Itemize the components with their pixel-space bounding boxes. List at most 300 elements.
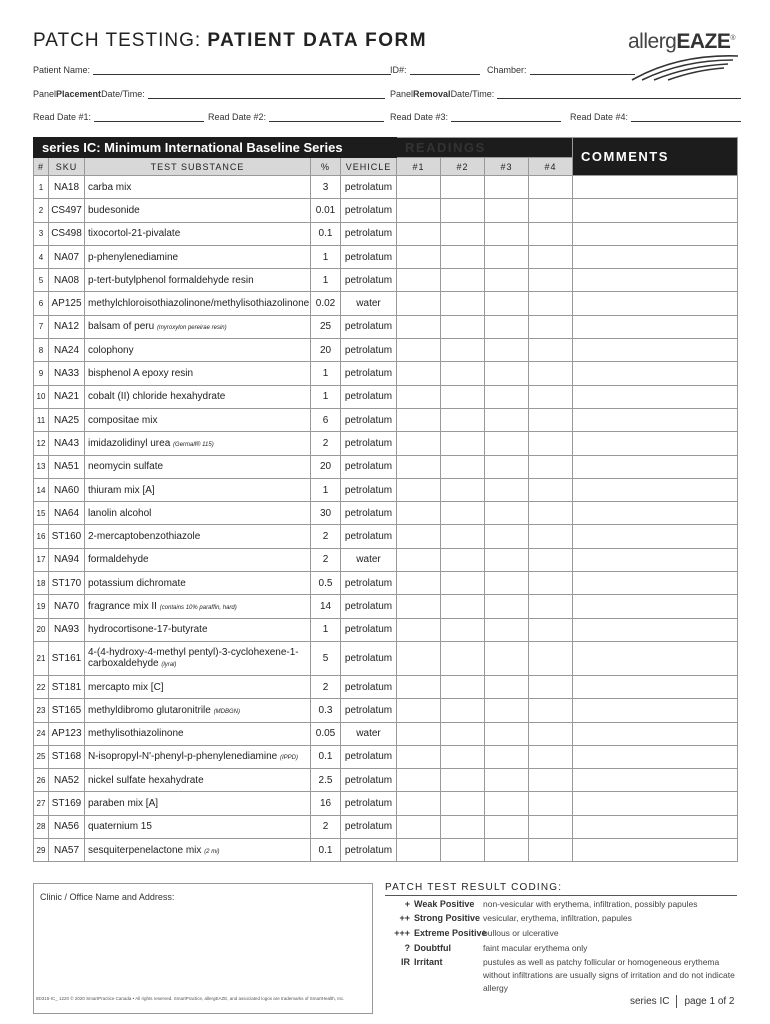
row-number: 12 bbox=[34, 432, 49, 455]
substance-name: colophony bbox=[88, 344, 134, 356]
comments-cell[interactable] bbox=[573, 292, 738, 315]
comments-cell[interactable] bbox=[573, 455, 738, 478]
comments-cell[interactable] bbox=[573, 745, 738, 768]
substance-cell bbox=[85, 408, 311, 431]
reading-2-cell[interactable] bbox=[441, 455, 485, 478]
vehicle-cell: petrolatum bbox=[341, 245, 397, 268]
col-reading-1-header: #1 bbox=[397, 158, 441, 176]
reading-2-cell[interactable] bbox=[441, 292, 485, 315]
reading-1-cell[interactable] bbox=[397, 792, 441, 815]
substance-name: sesquiterpenelactone mix bbox=[88, 844, 202, 856]
reading-4-cell[interactable] bbox=[529, 502, 573, 525]
reading-3-cell[interactable] bbox=[485, 199, 529, 222]
substance-name: p-phenylenediamine bbox=[88, 251, 179, 263]
sku-cell: NA51 bbox=[49, 455, 85, 478]
comments-cell[interactable] bbox=[573, 245, 738, 268]
row-number: 14 bbox=[34, 478, 49, 501]
coding-symbol: + bbox=[404, 899, 410, 909]
reading-1-cell[interactable] bbox=[397, 815, 441, 838]
substance-name: methyldibromo glutaronitrile bbox=[88, 704, 211, 716]
substance-cell bbox=[85, 839, 311, 862]
sku-cell: NA24 bbox=[49, 339, 85, 362]
comments-cell[interactable] bbox=[573, 525, 738, 548]
vehicle-cell: petrolatum bbox=[341, 525, 397, 548]
reading-3-cell[interactable] bbox=[485, 408, 529, 431]
allergen-rows bbox=[34, 176, 738, 862]
reading-2-cell[interactable] bbox=[441, 408, 485, 431]
substance-name: formaldehyde bbox=[88, 554, 149, 566]
table-row bbox=[34, 269, 738, 292]
reading-3-cell[interactable] bbox=[485, 769, 529, 792]
reading-3-cell[interactable] bbox=[485, 525, 529, 548]
vehicle-cell: petrolatum bbox=[341, 675, 397, 698]
placement-line[interactable] bbox=[148, 89, 385, 99]
percent-cell: 20 bbox=[311, 339, 341, 362]
table-row bbox=[34, 455, 738, 478]
coding-name: Doubtful bbox=[414, 943, 451, 953]
reading-4-cell[interactable] bbox=[529, 572, 573, 595]
readings-header: READINGS bbox=[397, 138, 573, 158]
reading-3-cell[interactable] bbox=[485, 292, 529, 315]
reading-1-cell[interactable] bbox=[397, 525, 441, 548]
vehicle-cell: petrolatum bbox=[341, 315, 397, 338]
reading-4-cell[interactable] bbox=[529, 722, 573, 745]
reading-4-cell[interactable] bbox=[529, 641, 573, 675]
reading-4-cell[interactable] bbox=[529, 245, 573, 268]
read-date-3-line[interactable] bbox=[451, 112, 561, 122]
comments-cell[interactable] bbox=[573, 502, 738, 525]
read-date-2-line[interactable] bbox=[269, 112, 384, 122]
percent-cell: 30 bbox=[311, 502, 341, 525]
reading-4-cell[interactable] bbox=[529, 815, 573, 838]
comments-header: COMMENTS bbox=[573, 138, 738, 176]
reading-1-cell[interactable] bbox=[397, 769, 441, 792]
substance-name: p-tert-butylphenol formaldehyde resin bbox=[88, 274, 254, 286]
reading-1-cell[interactable] bbox=[397, 176, 441, 199]
reading-3-cell[interactable] bbox=[485, 339, 529, 362]
read-date-1-line[interactable] bbox=[94, 112, 204, 122]
reading-2-cell[interactable] bbox=[441, 339, 485, 362]
substance-name: hydrocortisone-17-butyrate bbox=[88, 624, 208, 636]
reading-4-cell[interactable] bbox=[529, 339, 573, 362]
substance-name: quaternium 15 bbox=[88, 821, 152, 833]
row-number: 4 bbox=[34, 245, 49, 268]
reading-3-cell[interactable] bbox=[485, 641, 529, 675]
comments-cell[interactable] bbox=[573, 641, 738, 675]
reading-2-cell[interactable] bbox=[441, 385, 485, 408]
percent-cell: 1 bbox=[311, 478, 341, 501]
substance-cell bbox=[85, 548, 311, 571]
vehicle-cell: petrolatum bbox=[341, 455, 397, 478]
reading-3-cell[interactable] bbox=[485, 315, 529, 338]
vehicle-cell: water bbox=[341, 548, 397, 571]
substance-name: paraben mix [A] bbox=[88, 798, 159, 810]
percent-cell: 1 bbox=[311, 245, 341, 268]
substance-note: (lyral) bbox=[161, 662, 177, 669]
vehicle-cell: petrolatum bbox=[341, 199, 397, 222]
reading-1-cell[interactable] bbox=[397, 269, 441, 292]
placement-field[interactable] bbox=[33, 89, 385, 99]
removal-field[interactable] bbox=[390, 89, 741, 99]
reading-4-cell[interactable] bbox=[529, 618, 573, 641]
sku-cell: NA56 bbox=[49, 815, 85, 838]
table-row bbox=[34, 525, 738, 548]
substance-name: methylisothiazolinone bbox=[88, 728, 184, 740]
substance-cell bbox=[85, 199, 311, 222]
id-line[interactable] bbox=[410, 65, 480, 75]
comments-cell[interactable] bbox=[573, 548, 738, 571]
vehicle-cell: water bbox=[341, 722, 397, 745]
comments-cell[interactable] bbox=[573, 222, 738, 245]
substance-name: tixocortol-21-pivalate bbox=[88, 228, 181, 240]
reading-4-cell[interactable] bbox=[529, 548, 573, 571]
reading-3-cell[interactable] bbox=[485, 792, 529, 815]
vehicle-cell: water bbox=[341, 292, 397, 315]
read-date-3-label: Read Date #3: bbox=[390, 112, 449, 122]
substance-cell bbox=[85, 502, 311, 525]
reading-4-cell[interactable] bbox=[529, 176, 573, 199]
row-number: 5 bbox=[34, 269, 49, 292]
comments-cell[interactable] bbox=[573, 792, 738, 815]
reading-3-cell[interactable] bbox=[485, 455, 529, 478]
comments-cell[interactable] bbox=[573, 769, 738, 792]
vehicle-cell: petrolatum bbox=[341, 502, 397, 525]
reading-4-cell[interactable] bbox=[529, 478, 573, 501]
sku-cell: AP123 bbox=[49, 722, 85, 745]
sku-cell: ST168 bbox=[49, 745, 85, 768]
comments-cell[interactable] bbox=[573, 176, 738, 199]
vehicle-cell: petrolatum bbox=[341, 595, 397, 618]
reading-1-cell[interactable] bbox=[397, 245, 441, 268]
comments-cell[interactable] bbox=[573, 315, 738, 338]
row-number: 21 bbox=[34, 641, 49, 675]
substance-note: (Germall® 115) bbox=[173, 441, 214, 448]
reading-4-cell[interactable] bbox=[529, 675, 573, 698]
table-row bbox=[34, 769, 738, 792]
reading-3-cell[interactable] bbox=[485, 362, 529, 385]
reading-2-cell[interactable] bbox=[441, 839, 485, 862]
vehicle-cell: petrolatum bbox=[341, 362, 397, 385]
patient-name-field[interactable] bbox=[33, 65, 391, 75]
coding-name: Extreme Positive bbox=[414, 928, 487, 938]
substance-cell bbox=[85, 362, 311, 385]
row-number: 24 bbox=[34, 722, 49, 745]
reading-2-cell[interactable] bbox=[441, 315, 485, 338]
substance-note: (MDBGN) bbox=[213, 708, 240, 715]
reading-3-cell[interactable] bbox=[485, 176, 529, 199]
row-number: 22 bbox=[34, 675, 49, 698]
reading-1-cell[interactable] bbox=[397, 595, 441, 618]
reading-4-cell[interactable] bbox=[529, 745, 573, 768]
reading-2-cell[interactable] bbox=[441, 432, 485, 455]
reading-3-cell[interactable] bbox=[485, 839, 529, 862]
substance-note: (myroxylon pereirae resin) bbox=[156, 325, 227, 332]
read-date-2-field[interactable] bbox=[208, 112, 384, 122]
vehicle-cell: petrolatum bbox=[341, 222, 397, 245]
substance-name: methylchloroisothiazolinone/methylisothiazolinone bbox=[88, 298, 310, 310]
reading-1-cell[interactable] bbox=[397, 502, 441, 525]
vehicle-cell: petrolatum bbox=[341, 572, 397, 595]
reading-1-cell[interactable] bbox=[397, 362, 441, 385]
reading-1-cell[interactable] bbox=[397, 839, 441, 862]
reading-2-cell[interactable] bbox=[441, 572, 485, 595]
substance-name: potassium dichromate bbox=[88, 577, 186, 589]
patient-name-line[interactable] bbox=[93, 65, 391, 75]
title-bold: PATIENT DATA FORM bbox=[207, 30, 428, 51]
reading-2-cell[interactable] bbox=[441, 769, 485, 792]
vehicle-cell: petrolatum bbox=[341, 745, 397, 768]
comments-cell[interactable] bbox=[573, 432, 738, 455]
reading-4-cell[interactable] bbox=[529, 269, 573, 292]
reading-3-cell[interactable] bbox=[485, 675, 529, 698]
reading-4-cell[interactable] bbox=[529, 839, 573, 862]
reading-3-cell[interactable] bbox=[485, 699, 529, 722]
comments-cell[interactable] bbox=[573, 839, 738, 862]
table-row bbox=[34, 362, 738, 385]
reading-1-cell[interactable] bbox=[397, 641, 441, 675]
reading-4-cell[interactable] bbox=[529, 595, 573, 618]
comments-cell[interactable] bbox=[573, 722, 738, 745]
comments-cell[interactable] bbox=[573, 699, 738, 722]
clinic-label: Clinic / Office Name and Address: bbox=[40, 892, 175, 902]
reading-3-cell[interactable] bbox=[485, 432, 529, 455]
table-row bbox=[34, 675, 738, 698]
reading-1-cell[interactable] bbox=[397, 408, 441, 431]
reading-3-cell[interactable] bbox=[485, 548, 529, 571]
table-row bbox=[34, 815, 738, 838]
comments-cell[interactable] bbox=[573, 385, 738, 408]
read-date-1-field[interactable] bbox=[33, 112, 204, 122]
copyright-footnote: 8D315-IC_ 1220 © 2020 SmartPractice Canada • All rights reserved. SmartPractice, allergEAZE, and associated logos are trademarks of SmartHealth, Inc. bbox=[36, 996, 345, 1001]
reading-1-cell[interactable] bbox=[397, 478, 441, 501]
chamber-field[interactable] bbox=[487, 65, 635, 75]
row-number: 3 bbox=[34, 222, 49, 245]
table-row bbox=[34, 432, 738, 455]
comments-cell[interactable] bbox=[573, 815, 738, 838]
reading-4-cell[interactable] bbox=[529, 222, 573, 245]
vehicle-cell: petrolatum bbox=[341, 699, 397, 722]
table-row bbox=[34, 572, 738, 595]
reading-4-cell[interactable] bbox=[529, 315, 573, 338]
percent-cell: 3 bbox=[311, 176, 341, 199]
reading-4-cell[interactable] bbox=[529, 455, 573, 478]
reading-3-cell[interactable] bbox=[485, 222, 529, 245]
reading-2-cell[interactable] bbox=[441, 722, 485, 745]
reading-4-cell[interactable] bbox=[529, 362, 573, 385]
chamber-line[interactable] bbox=[530, 65, 635, 75]
row-number: 9 bbox=[34, 362, 49, 385]
clinic-address-box[interactable] bbox=[33, 883, 373, 1014]
sku-cell: NA93 bbox=[49, 618, 85, 641]
reading-2-cell[interactable] bbox=[441, 525, 485, 548]
reading-2-cell[interactable] bbox=[441, 478, 485, 501]
reading-1-cell[interactable] bbox=[397, 745, 441, 768]
substance-cell bbox=[85, 478, 311, 501]
reading-1-cell[interactable] bbox=[397, 618, 441, 641]
reading-4-cell[interactable] bbox=[529, 699, 573, 722]
chamber-label: Chamber: bbox=[487, 65, 527, 75]
reading-2-cell[interactable] bbox=[441, 362, 485, 385]
comments-cell[interactable] bbox=[573, 675, 738, 698]
removal-line[interactable] bbox=[497, 89, 741, 99]
reading-3-cell[interactable] bbox=[485, 502, 529, 525]
row-number: 19 bbox=[34, 595, 49, 618]
reading-1-cell[interactable] bbox=[397, 675, 441, 698]
table-row bbox=[34, 339, 738, 362]
vehicle-cell: petrolatum bbox=[341, 269, 397, 292]
sku-cell: NA57 bbox=[49, 839, 85, 862]
sku-cell: NA25 bbox=[49, 408, 85, 431]
reading-3-cell[interactable] bbox=[485, 385, 529, 408]
reading-1-cell[interactable] bbox=[397, 315, 441, 338]
comments-cell[interactable] bbox=[573, 269, 738, 292]
substance-name: nickel sulfate hexahydrate bbox=[88, 774, 204, 786]
removal-label: Removal bbox=[413, 89, 451, 99]
substance-cell bbox=[85, 699, 311, 722]
percent-cell: 20 bbox=[311, 455, 341, 478]
table-row bbox=[34, 618, 738, 641]
sku-cell: NA07 bbox=[49, 245, 85, 268]
reading-2-cell[interactable] bbox=[441, 502, 485, 525]
reading-1-cell[interactable] bbox=[397, 572, 441, 595]
row-number: 2 bbox=[34, 199, 49, 222]
substance-name: mercapto mix [C] bbox=[88, 681, 164, 693]
reading-1-cell[interactable] bbox=[397, 199, 441, 222]
substance-name: thiuram mix [A] bbox=[88, 484, 155, 496]
reading-1-cell[interactable] bbox=[397, 455, 441, 478]
table-row bbox=[34, 292, 738, 315]
reading-1-cell[interactable] bbox=[397, 339, 441, 362]
sku-cell: NA60 bbox=[49, 478, 85, 501]
logo-mark: ® bbox=[730, 35, 736, 42]
reading-3-cell[interactable] bbox=[485, 269, 529, 292]
comments-cell[interactable] bbox=[573, 362, 738, 385]
comments-cell[interactable] bbox=[573, 199, 738, 222]
substance-name: carba mix bbox=[88, 181, 132, 193]
coding-symbol: ++ bbox=[399, 913, 410, 923]
reading-3-cell[interactable] bbox=[485, 722, 529, 745]
substance-cell bbox=[85, 792, 311, 815]
table-row bbox=[34, 478, 738, 501]
reading-3-cell[interactable] bbox=[485, 815, 529, 838]
table-row bbox=[34, 385, 738, 408]
coding-symbol: IR bbox=[401, 957, 410, 967]
sku-cell: NA18 bbox=[49, 176, 85, 199]
substance-cell bbox=[85, 432, 311, 455]
reading-4-cell[interactable] bbox=[529, 408, 573, 431]
reading-4-cell[interactable] bbox=[529, 525, 573, 548]
percent-cell: 0.1 bbox=[311, 839, 341, 862]
page-number: page 1 of 2 bbox=[684, 996, 735, 1007]
reading-2-cell[interactable] bbox=[441, 699, 485, 722]
reading-3-cell[interactable] bbox=[485, 745, 529, 768]
percent-cell: 5 bbox=[311, 641, 341, 675]
sku-cell: NA64 bbox=[49, 502, 85, 525]
reading-4-cell[interactable] bbox=[529, 769, 573, 792]
reading-4-cell[interactable] bbox=[529, 292, 573, 315]
row-number: 6 bbox=[34, 292, 49, 315]
reading-2-cell[interactable] bbox=[441, 595, 485, 618]
reading-2-cell[interactable] bbox=[441, 245, 485, 268]
comments-cell[interactable] bbox=[573, 572, 738, 595]
table-row bbox=[34, 548, 738, 571]
read-date-4-label: Read Date #4: bbox=[570, 112, 629, 122]
id-field[interactable] bbox=[390, 65, 480, 75]
vehicle-cell: petrolatum bbox=[341, 408, 397, 431]
read-date-3-field[interactable] bbox=[390, 112, 561, 122]
percent-cell: 2 bbox=[311, 548, 341, 571]
reading-4-cell[interactable] bbox=[529, 432, 573, 455]
reading-3-cell[interactable] bbox=[485, 572, 529, 595]
sku-cell: ST160 bbox=[49, 525, 85, 548]
reading-3-cell[interactable] bbox=[485, 478, 529, 501]
percent-cell: 2 bbox=[311, 432, 341, 455]
coding-description: pustules as well as patchy follicular or homogeneous erythema without infiltrations are usually signs of irritation and do not indicate allergy bbox=[483, 957, 735, 993]
reading-3-cell[interactable] bbox=[485, 618, 529, 641]
read-date-4-field[interactable] bbox=[570, 112, 741, 122]
reading-4-cell[interactable] bbox=[529, 199, 573, 222]
substance-cell bbox=[85, 595, 311, 618]
percent-cell: 0.1 bbox=[311, 745, 341, 768]
reading-2-cell[interactable] bbox=[441, 792, 485, 815]
reading-1-cell[interactable] bbox=[397, 722, 441, 745]
row-number: 17 bbox=[34, 548, 49, 571]
comments-cell[interactable] bbox=[573, 618, 738, 641]
reading-4-cell[interactable] bbox=[529, 385, 573, 408]
allergeaze-logo bbox=[628, 30, 740, 80]
comments-cell[interactable] bbox=[573, 595, 738, 618]
vehicle-cell: petrolatum bbox=[341, 432, 397, 455]
reading-2-cell[interactable] bbox=[441, 176, 485, 199]
col-vehicle-header: VEHICLE bbox=[341, 158, 397, 176]
reading-2-cell[interactable] bbox=[441, 222, 485, 245]
substance-cell bbox=[85, 315, 311, 338]
row-number: 29 bbox=[34, 839, 49, 862]
reading-4-cell[interactable] bbox=[529, 792, 573, 815]
reading-2-cell[interactable] bbox=[441, 675, 485, 698]
reading-3-cell[interactable] bbox=[485, 245, 529, 268]
vehicle-cell: petrolatum bbox=[341, 176, 397, 199]
reading-2-cell[interactable] bbox=[441, 618, 485, 641]
table-row bbox=[34, 699, 738, 722]
reading-2-cell[interactable] bbox=[441, 548, 485, 571]
reading-2-cell[interactable] bbox=[441, 745, 485, 768]
reading-1-cell[interactable] bbox=[397, 432, 441, 455]
reading-2-cell[interactable] bbox=[441, 815, 485, 838]
comments-cell[interactable] bbox=[573, 408, 738, 431]
reading-1-cell[interactable] bbox=[397, 292, 441, 315]
reading-3-cell[interactable] bbox=[485, 595, 529, 618]
comments-cell[interactable] bbox=[573, 478, 738, 501]
reading-2-cell[interactable] bbox=[441, 199, 485, 222]
table-row bbox=[34, 792, 738, 815]
reading-1-cell[interactable] bbox=[397, 385, 441, 408]
reading-1-cell[interactable] bbox=[397, 222, 441, 245]
row-number: 13 bbox=[34, 455, 49, 478]
placement-prefix: Panel bbox=[33, 89, 57, 99]
comments-cell[interactable] bbox=[573, 339, 738, 362]
reading-2-cell[interactable] bbox=[441, 641, 485, 675]
reading-1-cell[interactable] bbox=[397, 699, 441, 722]
vehicle-cell: petrolatum bbox=[341, 815, 397, 838]
reading-2-cell[interactable] bbox=[441, 269, 485, 292]
substance-cell bbox=[85, 618, 311, 641]
reading-1-cell[interactable] bbox=[397, 548, 441, 571]
read-date-4-line[interactable] bbox=[631, 112, 741, 122]
row-number: 16 bbox=[34, 525, 49, 548]
coding-description: non-vesicular with erythema, infiltration, possibly papules bbox=[483, 899, 698, 909]
substance-cell bbox=[85, 722, 311, 745]
